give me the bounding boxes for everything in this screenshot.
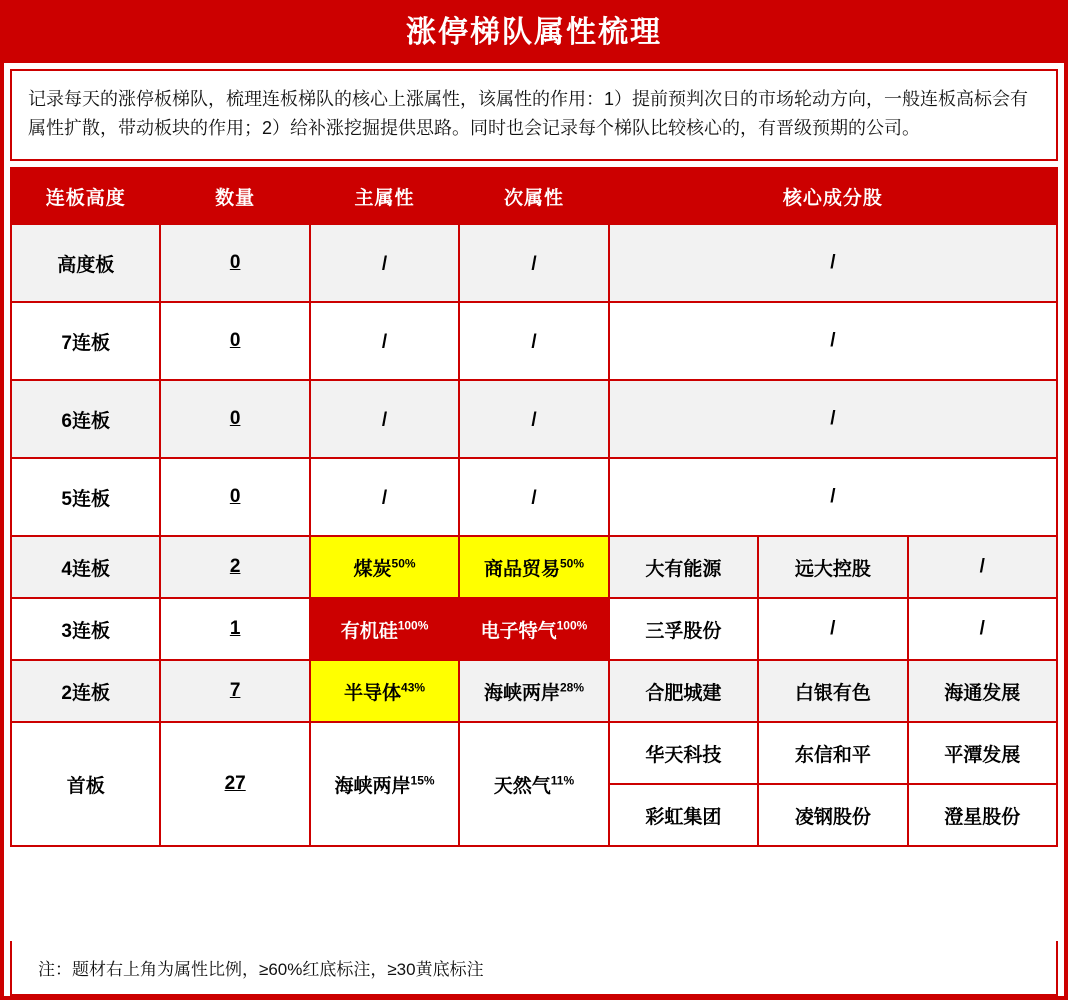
count-value: 0 [229, 408, 241, 430]
cell-height: 7连板 [11, 302, 160, 380]
main-attr-label: 海峡两岸 [334, 775, 411, 797]
intro-text: 记录每天的涨停板梯队，梳理连板梯队的核心上涨属性，该属性的作用：1）提前预判次日的市场轮动方向，一般连板高标会有属性扩散，带动板块的作用；2）给补涨挖掘提供思路。同时也会记录每个梯队比较核心的，有晋级预期的公司。 [10, 69, 1058, 161]
cell-sub-attr [459, 660, 608, 722]
table-row [11, 458, 1057, 536]
cell-stock: / [908, 536, 1057, 598]
table-row [11, 536, 1057, 598]
cell-count [160, 722, 309, 846]
cell-stock: 平潭发展 [908, 722, 1057, 784]
col-height: 连板高度 [11, 168, 160, 224]
main-attr-pct: 43% [401, 680, 426, 695]
cell-count [160, 380, 309, 458]
col-core-stocks: 核心成分股 [609, 168, 1057, 224]
page-title: 涨停梯队属性梳理 [4, 4, 1064, 63]
count-value: 0 [229, 252, 241, 274]
cell-stock: / [609, 380, 1057, 458]
cell-count [160, 458, 309, 536]
sub-attr-pct: 100% [556, 618, 588, 633]
cell-count [160, 598, 309, 660]
cell-stock: / [908, 598, 1057, 660]
cell-main-attr [310, 380, 459, 458]
cell-stock: 白银有色 [758, 660, 907, 722]
cell-sub-attr [459, 458, 608, 536]
main-attr-label: 有机硅 [340, 620, 398, 642]
main-attr-pct: 50% [391, 556, 416, 571]
table-row [11, 302, 1057, 380]
table-header [11, 168, 1057, 224]
cell-stock: 澄星股份 [908, 784, 1057, 846]
cell-stock: 三孚股份 [609, 598, 758, 660]
count-value: 1 [229, 618, 241, 640]
cell-sub-attr [459, 536, 608, 598]
cell-count [160, 660, 309, 722]
table-row [11, 660, 1057, 722]
table-body [11, 224, 1057, 846]
cell-sub-attr [459, 380, 608, 458]
cell-main-attr [310, 536, 459, 598]
cell-stock: 彩虹集团 [609, 784, 758, 846]
cell-stock: / [609, 224, 1057, 302]
ladder-table-wrap [10, 167, 1058, 941]
cell-stock: 大有能源 [609, 536, 758, 598]
main-attr-pct: 15% [410, 773, 435, 788]
sub-attr-pct: 28% [559, 680, 584, 695]
cell-count [160, 302, 309, 380]
cell-stock: / [609, 458, 1057, 536]
cell-sub-attr [459, 224, 608, 302]
cell-main-attr [310, 458, 459, 536]
main-attr-pct: 100% [397, 618, 429, 633]
sub-attr-label: 商品贸易 [483, 558, 560, 580]
cell-stock: 东信和平 [758, 722, 907, 784]
sub-attr-pct: 50% [559, 556, 584, 571]
table-row [11, 722, 1057, 784]
cell-main-attr [310, 598, 459, 660]
count-value: 0 [229, 330, 241, 352]
cell-main-attr [310, 660, 459, 722]
table-row [11, 598, 1057, 660]
main-attr-label: / [381, 331, 388, 353]
cell-stock: 远大控股 [758, 536, 907, 598]
main-attr-label: 半导体 [344, 682, 402, 704]
cell-main-attr [310, 224, 459, 302]
cell-stock: 海通发展 [908, 660, 1057, 722]
cell-sub-attr [459, 302, 608, 380]
cell-main-attr [310, 302, 459, 380]
cell-sub-attr [459, 598, 608, 660]
sub-attr-pct: 11% [550, 773, 575, 788]
cell-height: 首板 [11, 722, 160, 846]
cell-stock: / [609, 302, 1057, 380]
cell-count [160, 536, 309, 598]
sub-attr-label: / [531, 487, 537, 509]
ladder-table [10, 167, 1058, 847]
sub-attr-label: 海峡两岸 [483, 682, 560, 704]
cell-height: 2连板 [11, 660, 160, 722]
cell-height: 5连板 [11, 458, 160, 536]
table-row [11, 380, 1057, 458]
cell-height: 3连板 [11, 598, 160, 660]
count-value: 0 [229, 486, 241, 508]
cell-count [160, 224, 309, 302]
table-header-row [11, 168, 1057, 224]
sub-attr-label: / [531, 409, 537, 431]
col-sub-attr: 次属性 [459, 168, 608, 224]
table-row [11, 224, 1057, 302]
main-attr-label: / [381, 487, 388, 509]
footnote: 注：题材右上角为属性比例，≥60%红底标注，≥30黄底标注 [10, 941, 1058, 996]
cell-stock: 凌钢股份 [758, 784, 907, 846]
main-attr-label: / [381, 409, 388, 431]
cell-stock: / [758, 598, 907, 660]
sub-attr-label: 电子特气 [480, 620, 557, 642]
count-value: 7 [229, 680, 241, 702]
col-count: 数量 [160, 168, 309, 224]
count-value: 2 [229, 556, 241, 578]
cell-height: 6连板 [11, 380, 160, 458]
cell-main-attr [310, 722, 459, 846]
cell-stock: 华天科技 [609, 722, 758, 784]
cell-height: 4连板 [11, 536, 160, 598]
sub-attr-label: / [531, 331, 537, 353]
cell-height: 高度板 [11, 224, 160, 302]
cell-sub-attr [459, 722, 608, 846]
count-value: 27 [224, 773, 246, 795]
cell-stock: 合肥城建 [609, 660, 758, 722]
sub-attr-label: 天然气 [493, 775, 551, 797]
main-attr-label: / [381, 253, 388, 275]
main-attr-label: 煤炭 [353, 558, 392, 580]
col-main-attr: 主属性 [310, 168, 459, 224]
sub-attr-label: / [531, 253, 537, 275]
